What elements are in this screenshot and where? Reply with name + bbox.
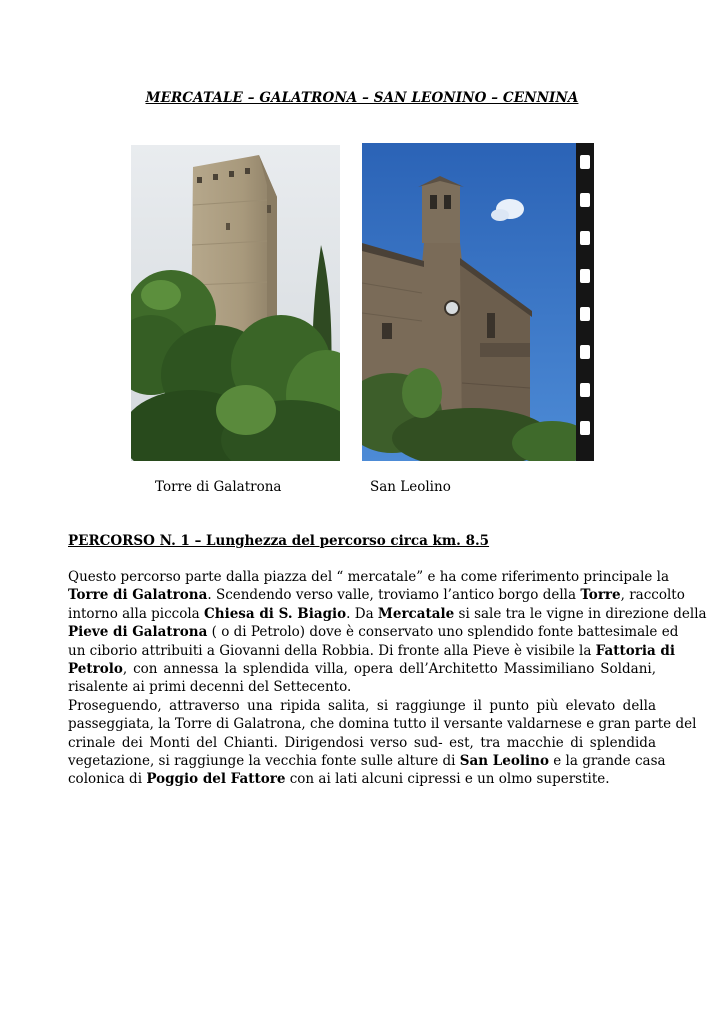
text-line — [68, 605, 707, 623]
text-run: intorno alla piccola — [68, 605, 205, 622]
text-line — [68, 752, 666, 770]
tower-photo — [131, 145, 340, 461]
text-line — [68, 642, 675, 660]
page-title: MERCATALE – GALATRONA – SAN LEONINO – CENNINA — [145, 90, 579, 106]
church-photo — [362, 143, 594, 461]
bold-place-name: Poggio del Fattore — [146, 771, 286, 788]
bold-place-name: Fattoria di — [595, 642, 675, 659]
text-run: , con annessa la splendida villa, opera dell’Architetto Massimiliano Soldani, — [122, 660, 656, 677]
text-run: con ai lati alcuni cipressi e un olmo superstite. — [285, 771, 610, 788]
text-run: e la grande casa — [548, 752, 666, 769]
text-run: risalente ai primi decenni del Settecento. — [68, 679, 352, 696]
text-line — [68, 623, 679, 641]
text-line — [68, 734, 656, 752]
text-line — [68, 678, 656, 696]
section-heading: PERCORSO N. 1 – Lunghezza del percorso circa km. 8.5 — [68, 533, 490, 549]
bold-place-name: Petrolo — [68, 660, 123, 677]
text-run: passeggiata, la Torre di Galatrona, che domina tutto il versante valdarnese e gran parte del — [68, 716, 697, 733]
text-run: , raccolto — [620, 587, 685, 604]
text-line — [68, 770, 656, 788]
text-run: si sale tra le vigne in direzione della — [454, 605, 707, 622]
text-run: crinale dei Monti del Chianti. Dirigendosi verso sud- est, tra macchie di splendida — [68, 734, 656, 751]
text-line — [68, 660, 656, 678]
text-run: ( o di Petrolo) dove è conservato uno splendido fonte battesimale ed — [207, 624, 679, 641]
bold-place-name: Torre di Galatrona — [68, 587, 208, 604]
caption-torre-di-galatrona: Torre di Galatrona — [155, 479, 282, 495]
text-run: vegetazione, si raggiunge la vecchia fonte sulle alture di — [68, 752, 460, 769]
text-line — [68, 697, 656, 715]
text-run: . Da — [346, 605, 378, 622]
bold-place-name: Pieve di Galatrona — [68, 624, 208, 641]
bold-place-name: Torre — [580, 587, 621, 604]
text-line — [68, 715, 697, 733]
text-run: colonica di — [68, 771, 147, 788]
caption-san-leolino: San Leolino — [370, 479, 451, 495]
text-run: un ciborio attribuiti a Giovanni della Robbia. Di fronte alla Pieve è visibile la — [68, 642, 596, 659]
bold-place-name: Mercatale — [377, 605, 455, 622]
route-description — [68, 568, 707, 789]
text-run: . Scendendo verso valle, troviamo l’antico borgo della — [207, 587, 581, 604]
bold-place-name: San Leolino — [459, 752, 549, 769]
text-line — [68, 568, 670, 586]
text-line — [68, 586, 685, 604]
text-run: Proseguendo, attraverso una ripida salita, si raggiunge il punto più elevato della — [68, 697, 656, 714]
text-run: Questo percorso parte dalla piazza del “ mercatale” e ha come riferimento principale la — [68, 569, 670, 585]
bold-place-name: Chiesa di S. Biagio — [204, 605, 347, 622]
